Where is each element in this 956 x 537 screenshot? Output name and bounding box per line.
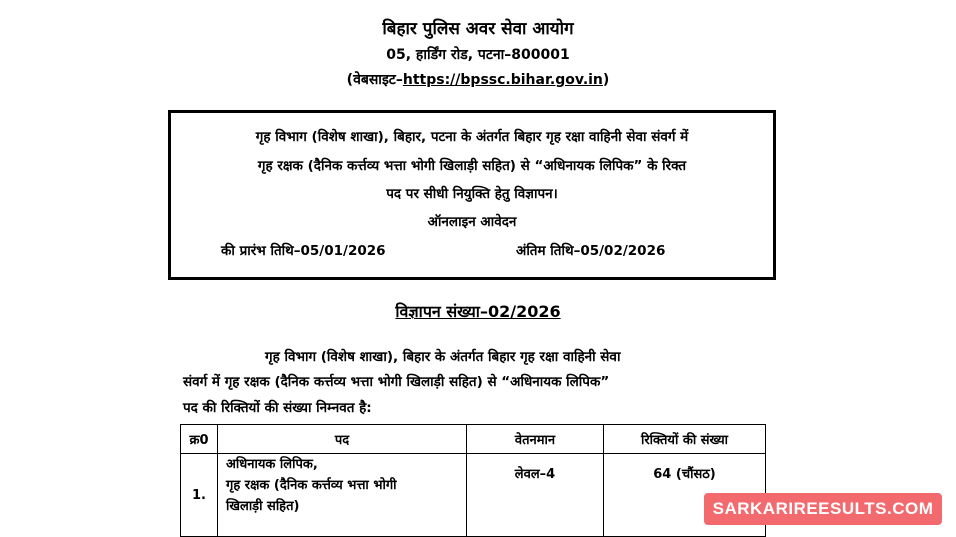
- header-count: रिक्तियों की संख्या: [604, 425, 766, 454]
- cell-count: 64 (चौंसठ): [604, 454, 766, 537]
- notice-line-2: गृह रक्षक (दैनिक कर्त्तव्य भत्ता भोगी खिलाड़ी सहित) से “अधिनायक लिपिक” के रिक्त: [257, 158, 687, 174]
- website-link[interactable]: https://bpssc.bihar.gov.in: [402, 72, 603, 88]
- cell-sn: 1.: [181, 454, 218, 537]
- post-line-3: खिलाड़ी सहित): [226, 499, 300, 514]
- post-line-1: अधिनायक लिपिक,: [226, 457, 318, 472]
- online-application-label: ऑनलाइन आवेदन: [427, 214, 517, 230]
- website-prefix: (वेबसाइट–: [346, 72, 403, 88]
- start-date: की प्रारंभ तिथि–05/01/2026: [221, 243, 386, 259]
- advertisement-number: [0, 300, 956, 322]
- table-header-row: [181, 425, 766, 454]
- org-name: बिहार पुलिस अवर सेवा आयोग: [382, 19, 574, 39]
- cell-post: [218, 454, 467, 537]
- advertisement-title: विज्ञापन संख्या–02/2026: [395, 302, 561, 321]
- post-line-2: गृह रक्षक (दैनिक कर्त्तव्य भत्ता भोगी: [226, 478, 397, 493]
- header-pay: वेतनमान: [467, 425, 604, 454]
- cell-pay: लेवल–4: [467, 454, 604, 537]
- notice-line-1: गृह विभाग (विशेष शाखा), बिहार, पटना के अंतर्गत बिहार गृह रक्षा वाहिनी सेवा संवर्ग में: [255, 129, 689, 145]
- para-line-1: गृह विभाग (विशेष शाखा), बिहार के अंतर्गत बिहार गृह रक्षा वाहिनी सेवा: [265, 349, 621, 365]
- notice-box: [168, 110, 776, 280]
- notice-line-3: पद पर सीधी नियुक्ति हेतु विज्ञापन।: [386, 186, 558, 202]
- header-sn: क्र0: [181, 425, 218, 454]
- para-line-3: पद की रिक्तियों की संख्या निम्नवत है:: [183, 400, 372, 416]
- website-line: [0, 70, 956, 89]
- vacancy-table: [180, 424, 766, 537]
- watermark-badge: SARKARIREESULTS.COM: [704, 493, 942, 525]
- website-suffix: ): [602, 72, 610, 88]
- end-date: अंतिम तिथि–05/02/2026: [516, 243, 666, 259]
- table-row: [181, 454, 766, 537]
- org-address: 05, हार्डिंग रोड, पटना–800001: [386, 47, 570, 63]
- para-line-2: संवर्ग में गृह रक्षक (दैनिक कर्त्तव्य भत्ता भोगी खिलाड़ी सहित) से “अधिनायक लिपिक”: [183, 374, 610, 390]
- header-post: पद: [218, 425, 467, 454]
